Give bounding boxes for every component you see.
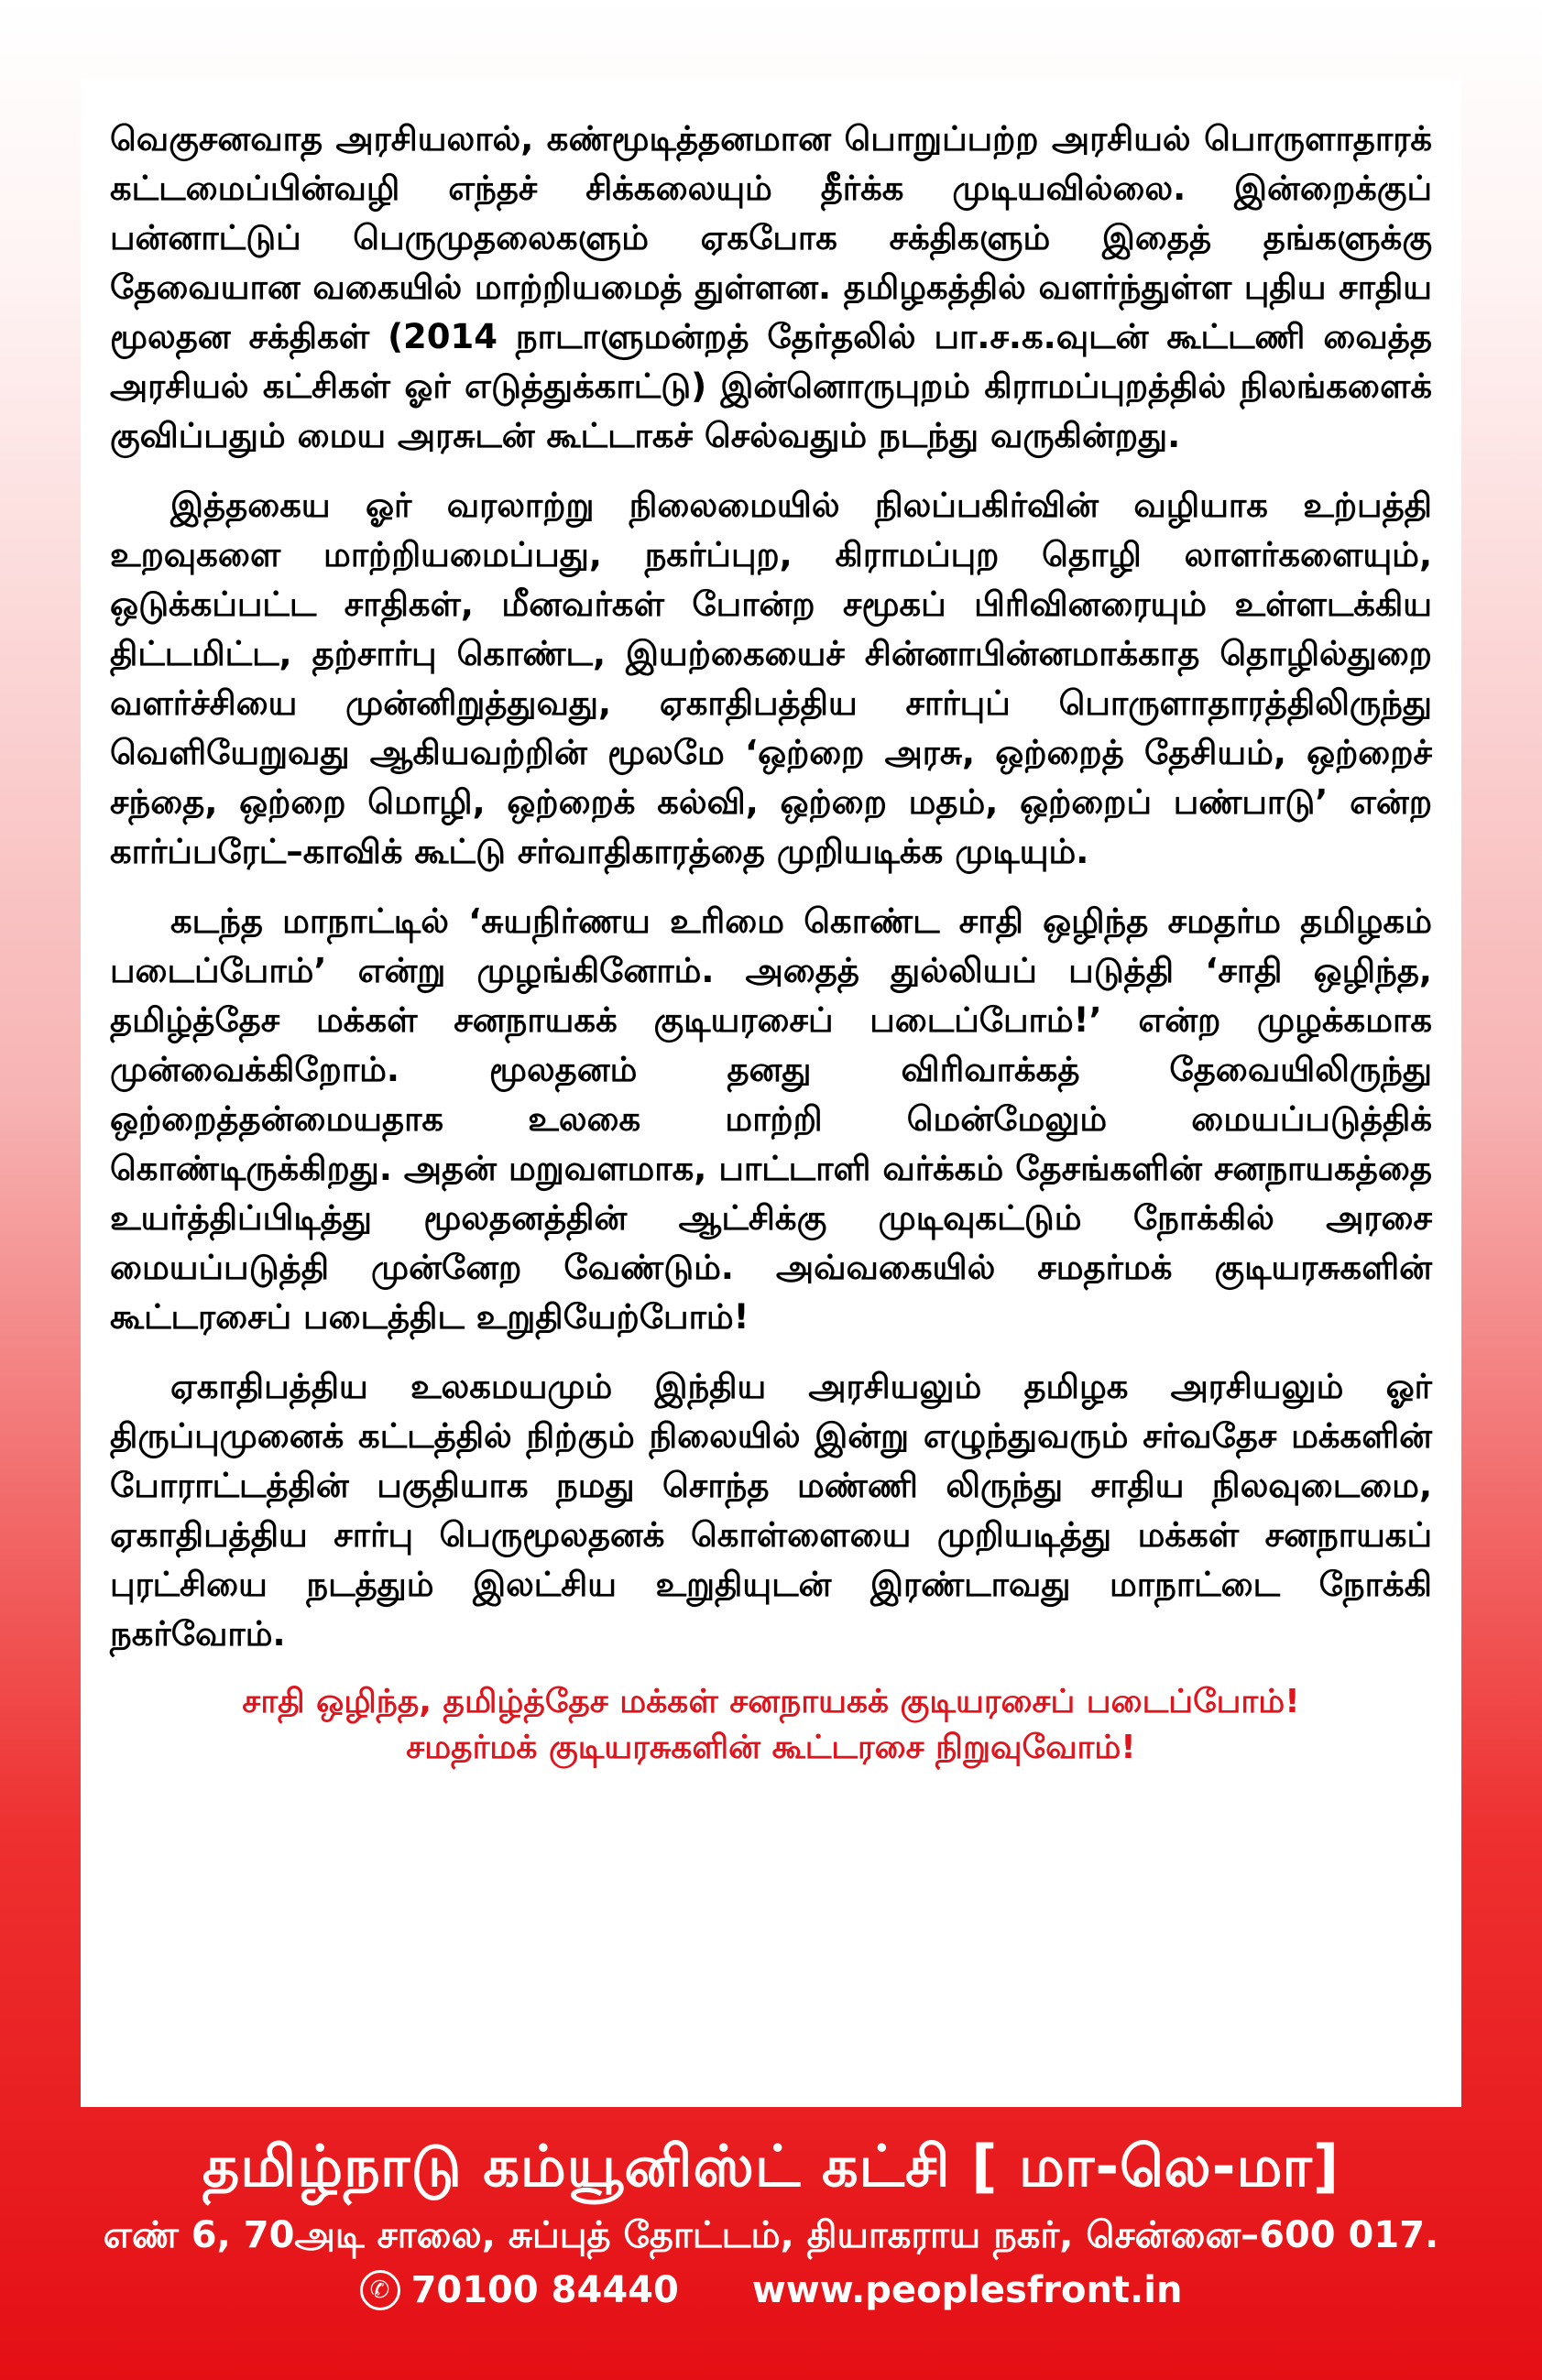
paragraph-4: ஏகாதிபத்திய உலகமயமும் இந்திய அரசியலும் தமிழக அரசியலும் ஓர் திருப்புமுனைக் கட்டத்தில் நிற்கும் நிலையில் இன்று எழுந்துவரும் சர்வதேச மக்களின் போராட்டத்தின் பகுதியாக நமது சொந்த மண்ணி லிருந்து சாதிய நிலவுடைமை, ஏகாதிபத்திய சார்பு பெருமூலதனக் கொள்ளையை முறியடித்து மக்கள் சனநாயகப் புரட்சியை நடத்தும் இலட்சிய உறுதியுடன் இரண்டாவது மாநாட்டை நோக்கி நகர்வோம். bbox=[110, 1367, 1432, 1654]
address: எண் 6, 70அடி சாலை, சுப்புத் தோட்டம், தியாகராய நகர், சென்னை–600 017. bbox=[103, 2214, 1439, 2256]
phone-number: 70100 84440 bbox=[410, 2269, 679, 2311]
paragraph-2: இத்தகைய ஓர் வரலாற்று நிலைமையில் நிலப்பகிர்வின் வழியாக உற்பத்தி உறவுகளை மாற்றியமைப்பது, நகர்ப்புற, கிராமப்புற தொழி லாளர்களையும், ஒடுக்கப்பட்ட சாதிகள், மீனவர்கள் போன்ற சமூகப் பிரிவினரையும் உள்ளடக்கிய திட்டமிட்ட, தற்சார்பு கொண்ட, இயற்கையைச் சின்னாபின்னமாக்காத தொழில்துறை வளர்ச்சியை முன்னிறுத்துவது, ஏகாதிபத்திய சார்புப் பொருளாதாரத்திலிருந்து வெளியேறுவது ஆகியவற்றின் மூலமே ‘ஒற்றை அரசு, ஒற்றைத் தேசியம், ஒற்றைச் சந்தை, ஒற்றை மொழி, ஒற்றைக் கல்வி, ஒற்றை மதம், ஒற்றைப் பண்பாடு’ என்ற கார்ப்பரேட்–காவிக் கூட்டு சர்வாதிகாரத்தை முறியடிக்க முடியும். bbox=[110, 486, 1432, 871]
phone-icon: ✆ bbox=[360, 2270, 400, 2310]
content-panel bbox=[81, 78, 1461, 2107]
slogan-1: சாதி ஒழிந்த, தமிழ்த்தேச மக்கள் சனநாயகக் குடியரசைப் படைப்போம்! bbox=[242, 1683, 1300, 1720]
website-link[interactable]: www.peoplesfront.in bbox=[751, 2269, 1183, 2311]
phone bbox=[360, 2265, 679, 2315]
contact-line bbox=[0, 2265, 1542, 2315]
paragraph-1: வெகுசனவாத அரசியலால், கண்மூடித்தனமான பொறுப்பற்ற அரசியல் பொருளாதாரக் கட்டமைப்பின்வழி எந்தச் சிக்கலையும் தீர்க்க முடியவில்லை. இன்றைக்குப் பன்னாட்டுப் பெருமுதலைகளும் ஏகபோக சக்திகளும் இதைத் தங்களுக்கு தேவையான வகையில் மாற்றியமைத் துள்ளன. தமிழகத்தில் வளர்ந்துள்ள புதிய சாதிய மூலதன சக்திகள் (2014 நாடாளுமன்றத் தேர்தலில் பா.ச.க.வுடன் கூட்டணி வைத்த அரசியல் கட்சிகள் ஓர் எடுத்துக்காட்டு) இன்னொருபுறம் கிராமப்புறத்தில் நிலங்களைக் குவிப்பதும் மைய அரசுடன் கூட்டாகச் செல்வதும் நடந்து வருகின்றது. bbox=[110, 119, 1432, 455]
party-name: தமிழ்நாடு கம்யூனிஸ்ட் கட்சி [ மா-லெ-மா] bbox=[202, 2133, 1340, 2200]
footer bbox=[0, 2107, 1542, 2380]
paragraph-3: கடந்த மாநாட்டில் ‘சுயநிர்ணய உரிமை கொண்ட சாதி ஒழிந்த சமதர்ம தமிழகம் படைப்போம்’ என்று முழங்கினோம். அதைத் துல்லியப் படுத்தி ‘சாதி ஒழிந்த, தமிழ்த்தேச மக்கள் சனநாயகக் குடியரசைப் படைப்போம்!’ என்ற முழக்கமாக முன்வைக்கிறோம். மூலதனம் தனது விரிவாக்கத் தேவையிலிருந்து ஒற்றைத்தன்மையதாக உலகை மாற்றி மென்மேலும் மையப்படுத்திக் கொண்டிருக்கிறது. அதன் மறுவளமாக, பாட்டாளி வர்க்கம் தேசங்களின் சனநாயகத்தை உயர்த்திப்பிடித்து மூலதனத்தின் ஆட்சிக்கு முடிவுகட்டும் நோக்கில் அரசை மையப்படுத்தி முன்னேற வேண்டும். அவ்வகையில் சமதர்மக் குடியரசுகளின் கூட்டரசைப் படைத்திட உறுதியேற்போம்! bbox=[110, 901, 1432, 1337]
slogan-2: சமதர்மக் குடியரசுகளின் கூட்டரசை நிறுவுவோம்! bbox=[406, 1729, 1136, 1766]
slogans bbox=[110, 1679, 1432, 1771]
